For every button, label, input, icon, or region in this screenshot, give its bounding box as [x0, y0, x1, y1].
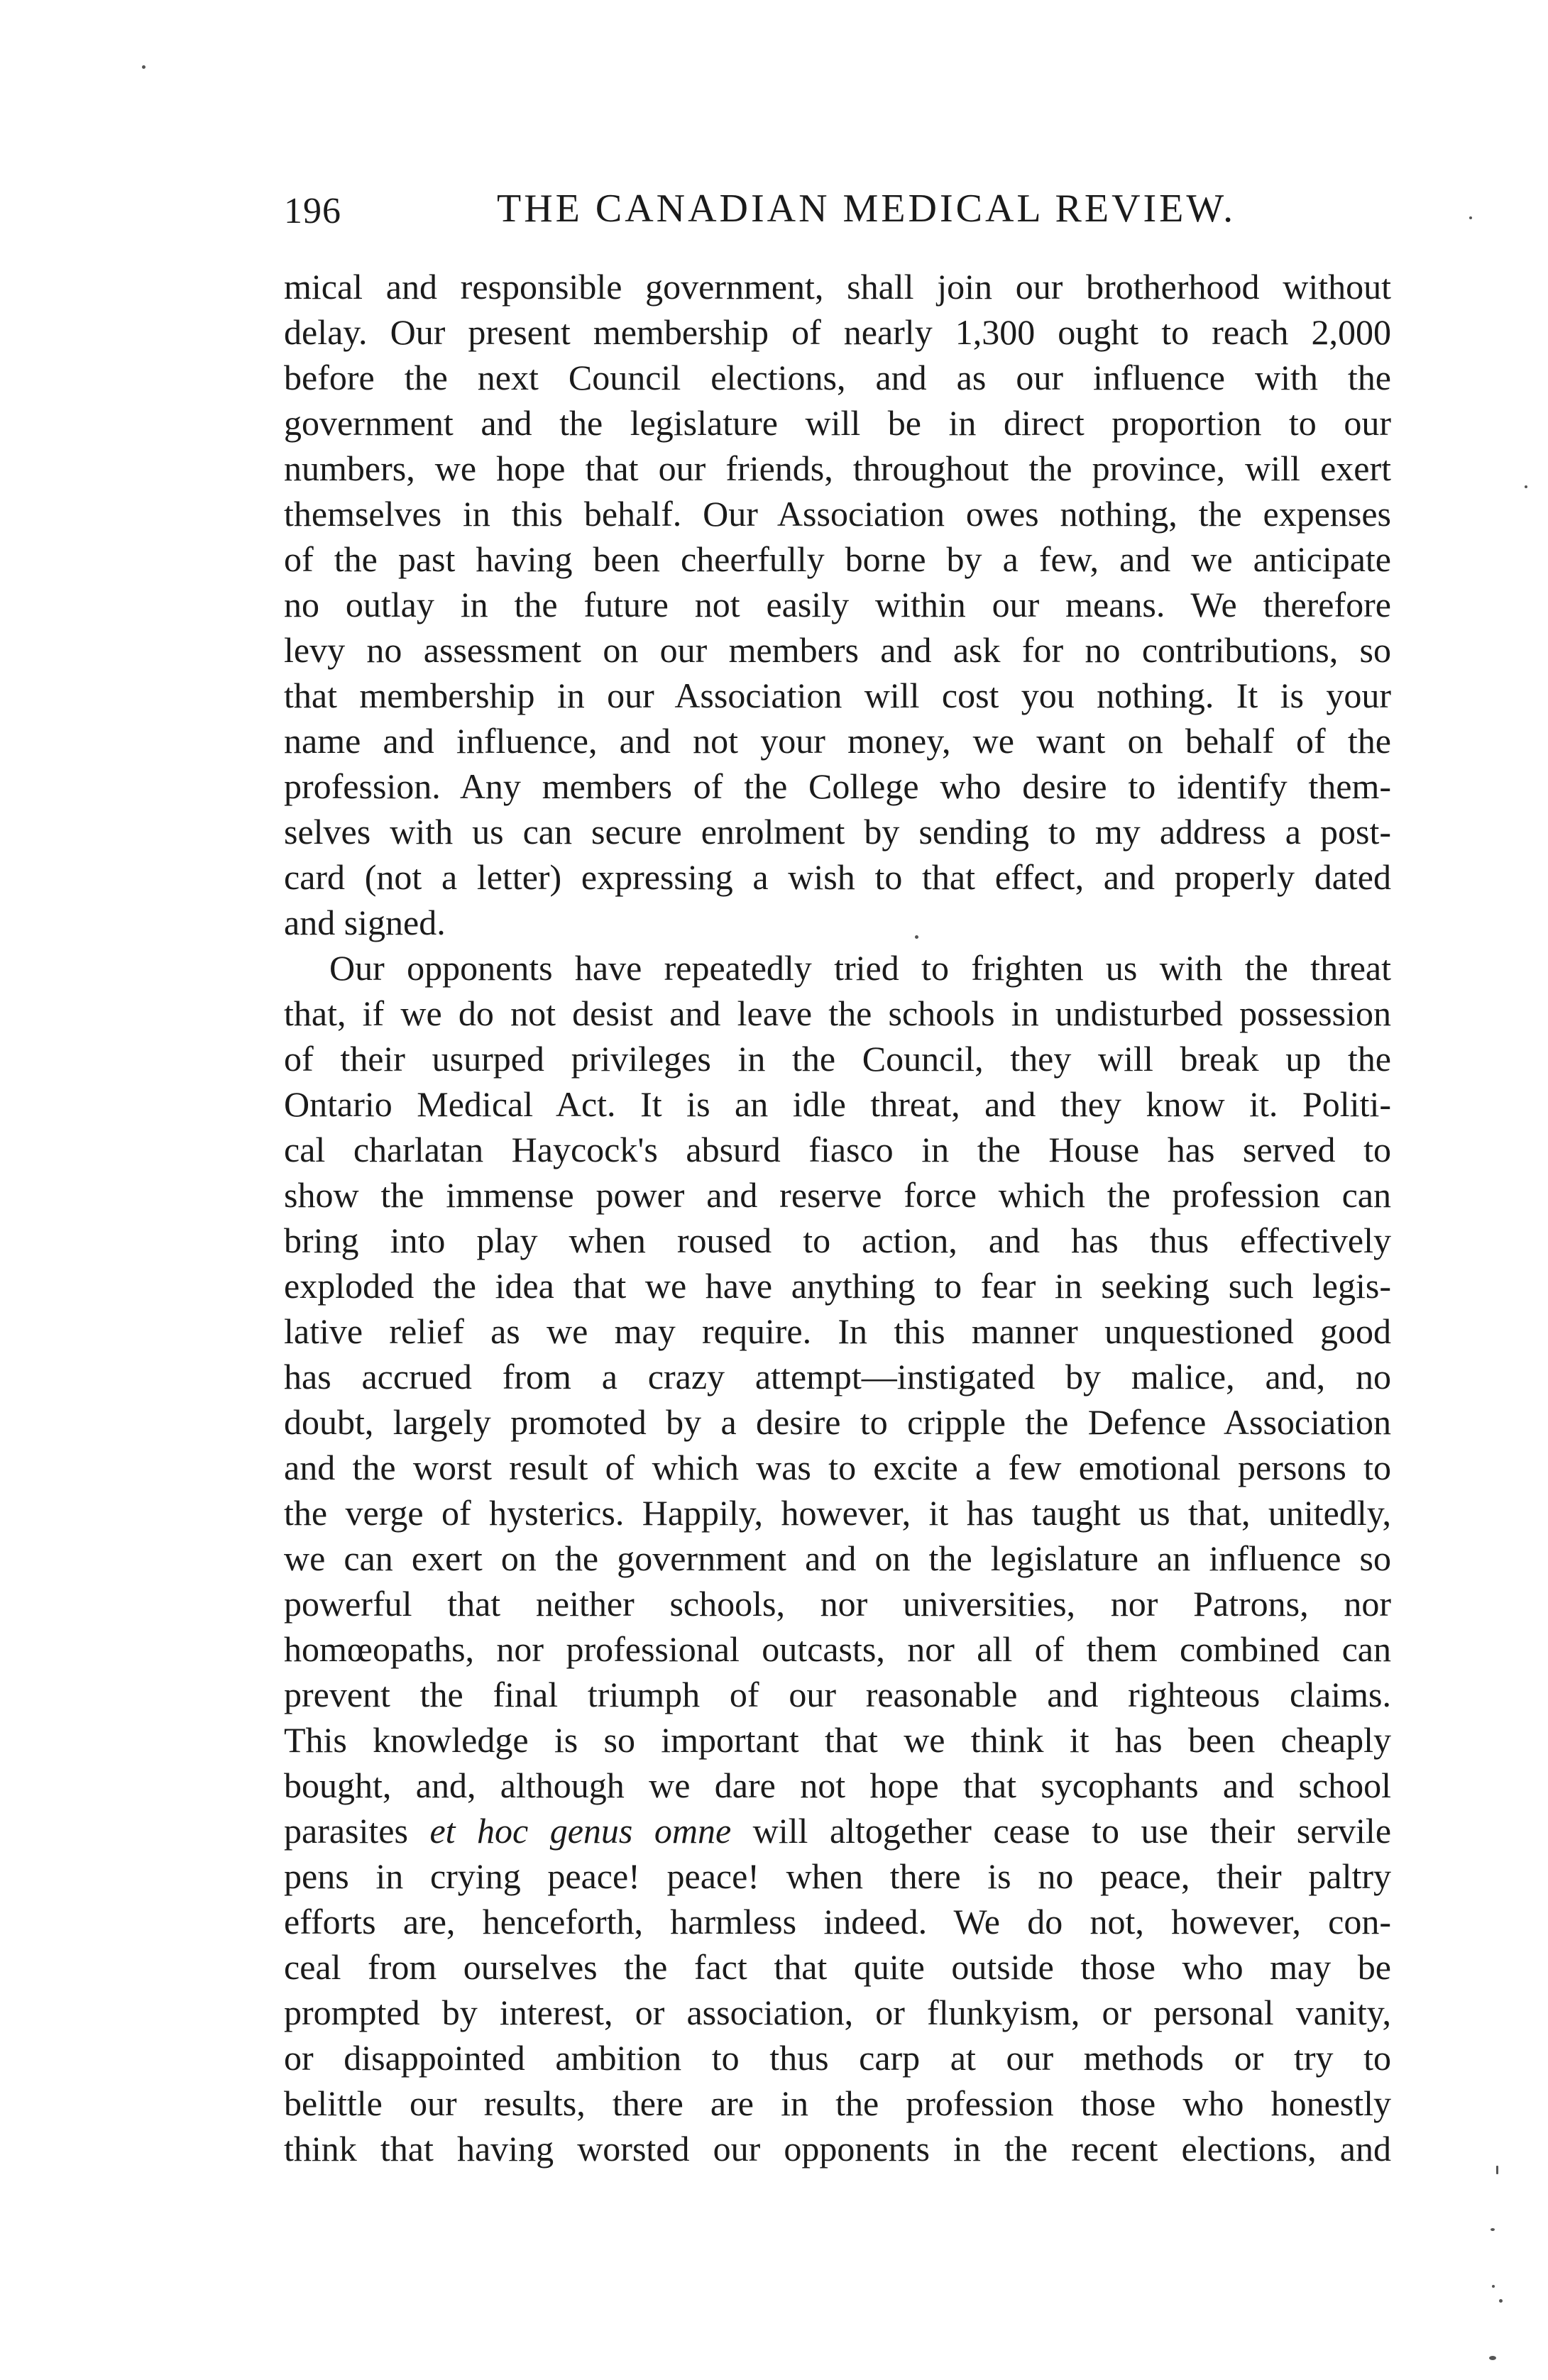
text-line: bring into play when roused to action, and has thus effectively [284, 1221, 1391, 1260]
text-line: think that having worsted our opponents in the recent elections, and [284, 2129, 1391, 2169]
text-line: mical and responsible government, shall join our brotherhood without [284, 267, 1391, 307]
text-line: belittle our results, there are in the profession those who honestly [284, 2083, 1391, 2123]
scan-speck [1525, 485, 1527, 488]
scan-speck [915, 935, 918, 939]
text-line: efforts are, henceforth, harmless indeed. We do not, however, con- [284, 1902, 1391, 1941]
text-line: prompted by interest, or association, or flunkyism, or personal vanity, [284, 1993, 1391, 2032]
text-line: numbers, we hope that our friends, throughout the province, will exert [284, 448, 1391, 488]
text-line: and signed. [284, 903, 446, 942]
text-line: prevent the final triumph of our reasonable and righteous claims. [284, 1675, 1391, 1714]
text-line: that, if we do not desist and leave the schools in undisturbed possession [284, 993, 1391, 1033]
text-line: This knowledge is so important that we think it has been cheaply [284, 1720, 1391, 1760]
text-line: and the worst result of which was to excite a few emotional persons to [284, 1448, 1391, 1487]
scan-speck [1499, 2299, 1503, 2303]
text-line: exploded the idea that we have anything to fear in seeking such legis- [284, 1266, 1391, 1306]
text-line: government and the legislature will be in direct proportion to our [284, 403, 1391, 443]
text-fragment: will altogether cease to use their servile [731, 1811, 1392, 1851]
text-line: name and influence, and not your money, we want on behalf of the [284, 721, 1391, 761]
text-line: or disappointed ambition to thus carp at our methods or try to [284, 2038, 1391, 2078]
scan-speck [1491, 2228, 1495, 2231]
text-line: bought, and, although we dare not hope that sycophants and school [284, 1765, 1391, 1805]
body-text [284, 264, 1391, 2171]
text-line: pens in crying peace! peace! when there is no peace, their paltry [284, 1856, 1391, 1896]
page-header [284, 186, 1398, 250]
text-line: we can exert on the government and on the legislature an influence so [284, 1538, 1391, 1578]
running-head: THE CANADIAN MEDICAL REVIEW. [497, 187, 1236, 231]
text-line: that membership in our Association will cost you nothing. It is your [284, 676, 1391, 715]
text-line: of their usurped privileges in the Council, they will break up the [284, 1039, 1391, 1079]
text-line: themselves in this behalf. Our Association owes nothing, the expenses [284, 494, 1391, 534]
text-line: no outlay in the future not easily within our means. We therefore [284, 585, 1391, 624]
text-line: the verge of hysterics. Happily, however, it has taught us that, unitedly, [284, 1493, 1391, 1533]
paragraph-start-line: Our opponents have repeatedly tried to frighten us with the threat [329, 948, 1391, 988]
text-line: profession. Any members of the College who desire to identify them- [284, 766, 1391, 806]
text-line-with-italic [284, 1808, 1391, 1853]
scan-speck [1496, 2166, 1498, 2174]
text-line: delay. Our present membership of nearly 1,300 ought to reach 2,000 [284, 312, 1391, 352]
text-fragment: parasites [284, 1811, 430, 1851]
text-line: powerful that neither schools, nor universities, nor Patrons, nor [284, 1584, 1391, 1624]
text-line: selves with us can secure enrolment by sending to my address a post- [284, 812, 1391, 852]
text-line: ceal from ourselves the fact that quite outside those who may be [284, 1947, 1391, 1987]
text-line: cal charlatan Haycock's absurd fiasco in the House has served to [284, 1130, 1391, 1169]
text-line: card (not a letter) expressing a wish to that effect, and properly dated [284, 857, 1391, 897]
page-number: 196 [284, 191, 341, 231]
text-line: has accrued from a crazy attempt—instigated by malice, and, no [284, 1357, 1391, 1396]
text-line: lative relief as we may require. In this manner unquestioned good [284, 1311, 1391, 1351]
text-line: of the past having been cheerfully borne by a few, and we anticipate [284, 539, 1391, 579]
scan-speck [142, 65, 146, 69]
scan-speck [1492, 2285, 1495, 2288]
text-line: homœopaths, nor professional outcasts, nor all of them combined can [284, 1629, 1391, 1669]
scan-speck [1469, 216, 1472, 219]
latin-phrase: et hoc genus omne [429, 1811, 732, 1851]
text-line: doubt, largely promoted by a desire to cripple the Defence Association [284, 1402, 1391, 1442]
text-line: before the next Council elections, and as our influence with the [284, 358, 1391, 397]
text-line: Ontario Medical Act. It is an idle threat, and they know it. Politi- [284, 1084, 1391, 1124]
text-line: levy no assessment on our members and ask for no contributions, so [284, 630, 1391, 670]
text-line: show the immense power and reserve force which the profession can [284, 1175, 1391, 1215]
scan-speck [1489, 2356, 1496, 2360]
